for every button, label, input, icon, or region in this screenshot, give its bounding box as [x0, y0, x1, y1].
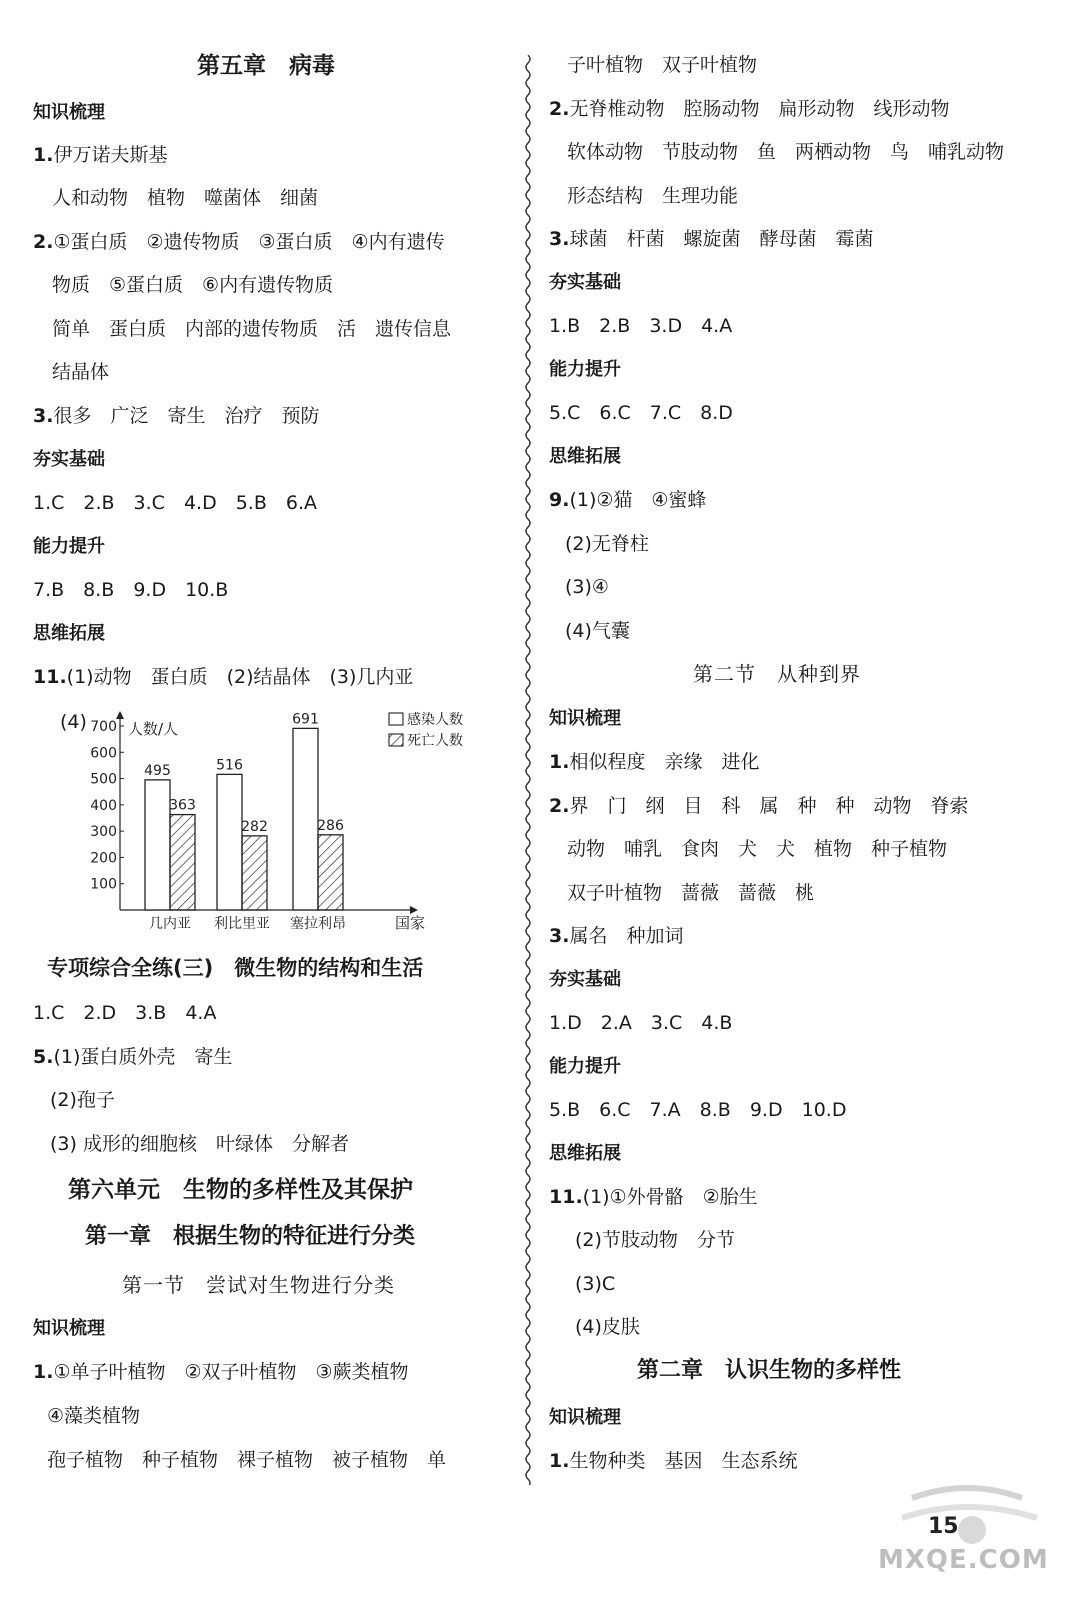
heading-basics: 夯实基础: [33, 449, 105, 470]
q1-text: 伊万诺夫斯基: [53, 144, 168, 166]
r-q3-text: 球菌 杆菌 螺旋菌 酵母菌 霉菌: [569, 228, 874, 250]
r-q2-line3: 形态结构 生理功能: [567, 185, 739, 207]
q3: [33, 404, 319, 428]
r-q2-num: 2.: [549, 98, 570, 120]
r-q9-num: 9.: [549, 489, 570, 511]
s1-q1-num: 1.: [33, 1361, 54, 1383]
r-heading-thinking: 思维拓展: [549, 446, 621, 467]
category-label: 塞拉利昂: [290, 916, 346, 932]
chart-legend: [389, 711, 463, 749]
s2-q2: [549, 794, 968, 818]
y-tick-label: 400: [90, 797, 117, 814]
s2-q3-text: 属名 种加词: [569, 925, 684, 947]
r-q11-line3: (3)C: [575, 1273, 616, 1295]
s1-q1-line3: 孢子植物 种子植物 裸子植物 被子植物 单: [47, 1449, 447, 1471]
r-q3-num: 3.: [549, 228, 570, 250]
q1-line2: 人和动物 植物 噬菌体 细菌: [52, 187, 319, 209]
s1-q1-text: ①单子叶植物 ②双子叶植物 ③蕨类植物: [53, 1361, 409, 1383]
q1-num: 1.: [33, 144, 54, 166]
r-heading-basics-2: 夯实基础: [549, 969, 621, 990]
q2-num: 2.: [33, 231, 54, 253]
r-q2-line2: 软体动物 节肢动物 鱼 两栖动物 鸟 哺乳动物: [567, 141, 1005, 163]
s2-q1-num: 1.: [549, 751, 570, 773]
s2-q1-text: 相似程度 亲缘 进化: [569, 751, 760, 773]
q11-text: (1)动物 蛋白质 (2)结晶体 (3)几内亚: [66, 666, 414, 688]
r-heading-thinking-2: 思维拓展: [549, 1143, 621, 1164]
r-q2-text: 无脊椎动物 腔肠动物 扁形动物 线形动物: [569, 98, 950, 120]
category-label: 几内亚: [149, 916, 191, 932]
chapter1-title: 第一章 根据生物的特征进行分类: [85, 1224, 416, 1249]
q3-num: 3.: [33, 405, 54, 427]
y-tick-label: 500: [90, 771, 117, 788]
r-q9-line3: (3)④: [565, 576, 609, 598]
s2-q1: [549, 750, 759, 774]
q2-line3: 简单 蛋白质 内部的遗传物质 活 遗传信息: [52, 318, 452, 340]
bar-infected: [145, 780, 170, 910]
section1-title: 第一节 尝试对生物进行分类: [122, 1273, 395, 1297]
r-answers-basics: 1.B 2.B 3.D 4.A: [549, 315, 733, 337]
special-q5-text: (1)蛋白质外壳 寄生: [53, 1046, 233, 1068]
bar-value-label: 363: [169, 797, 196, 814]
q1: [33, 143, 167, 167]
r-heading-ability: 能力提升: [549, 359, 621, 380]
q2-line4: 结晶体: [52, 361, 110, 383]
answers-basics: 1.C 2.B 3.C 4.D 5.B 6.A: [33, 492, 317, 514]
special-exercise-title: 专项综合全练(三) 微生物的结构和生活: [47, 956, 424, 980]
chapter5-title: 第五章 病毒: [197, 53, 335, 79]
bar-value-label: 286: [317, 817, 344, 834]
legend-label: 死亡人数: [407, 733, 463, 749]
continued-line: 子叶植物 双子叶植物: [567, 54, 758, 76]
heading-knowledge: 知识梳理: [33, 102, 105, 123]
bar-deaths: [242, 836, 267, 910]
r-q9: [549, 488, 706, 512]
heading-thinking: 思维拓展: [33, 623, 105, 644]
special-q5-num: 5.: [33, 1046, 54, 1068]
section2-title: 第二节 从种到界: [693, 662, 861, 686]
special-q5-line2: (2)孢子: [50, 1089, 115, 1111]
bar-infected: [217, 774, 242, 910]
bar-deaths: [318, 835, 343, 910]
special-answers-1: 1.C 2.D 3.B 4.A: [33, 1002, 217, 1024]
s1-q1-line2: ④藻类植物: [47, 1405, 141, 1427]
special-q5-line3: (3) 成形的细胞核 叶绿体 分解者: [50, 1133, 349, 1155]
y-tick-label: 700: [90, 719, 117, 735]
page-number: 15: [928, 1514, 959, 1539]
bar-deaths: [170, 815, 195, 910]
r-answers-ability-2: 5.B 6.C 7.A 8.B 9.D 10.D: [549, 1099, 847, 1121]
r-q9-line2: (2)无脊柱: [565, 533, 649, 555]
chapter2-title: 第二章 认识生物的多样性: [637, 1358, 902, 1383]
s2-q2-line2: 动物 哺乳 食肉 犬 犬 植物 种子植物: [567, 838, 948, 860]
r-answers-basics-2: 1.D 2.A 3.C 4.B: [549, 1012, 733, 1034]
s2-q2-num: 2.: [549, 795, 570, 817]
q11: [33, 665, 413, 689]
heading-knowledge-2: 知识梳理: [33, 1318, 105, 1339]
legend-swatch: [389, 734, 403, 746]
r-q11-num: 11.: [549, 1186, 583, 1208]
q11-num: 11.: [33, 666, 67, 688]
s2-q3: [549, 924, 683, 948]
r-q3: [549, 227, 873, 251]
r-q11-line2: (2)节肢动物 分节: [575, 1229, 735, 1251]
y-axis-arrow: [116, 711, 124, 719]
r-q2: [549, 97, 949, 121]
y-tick-label: 300: [90, 824, 117, 841]
s1-q1: [33, 1360, 409, 1384]
y-tick-label: 600: [90, 745, 117, 762]
bar-infected: [293, 728, 318, 910]
category-label: 利比里亚: [214, 916, 270, 932]
r-heading-knowledge-3: 知识梳理: [549, 1407, 621, 1428]
y-tick-label: 100: [90, 876, 117, 893]
s2-q2-text: 界 门 纲 目 科 属 种 种 动物 脊索: [569, 795, 969, 817]
bar-value-label: 495: [144, 762, 171, 779]
r-heading-basics: 夯实基础: [549, 272, 621, 293]
legend-swatch: [389, 713, 403, 725]
y-axis-label: 人数/人: [128, 720, 179, 738]
s2-q2-line3: 双子叶植物 蔷薇 蔷薇 桃: [567, 882, 815, 904]
q2-line2: 物质 ⑤蛋白质 ⑥内有遗传物质: [52, 274, 334, 296]
unit6-title: 第六单元 生物的多样性及其保护: [68, 1177, 413, 1203]
c2-q1-text: 生物种类 基因 生态系统: [569, 1450, 798, 1472]
q2: [33, 230, 445, 254]
r-q9-text: (1)②猫 ④蜜蜂: [569, 489, 707, 511]
r-heading-knowledge: 知识梳理: [549, 708, 621, 729]
x-axis-label: 国家: [395, 914, 426, 932]
r-heading-ability-2: 能力提升: [549, 1056, 621, 1077]
q11-part4-label: (4): [60, 711, 87, 733]
r-q11-text: (1)①外骨骼 ②胎生: [582, 1186, 758, 1208]
q3-text: 很多 广泛 寄生 治疗 预防: [53, 405, 320, 427]
ebola-bar-chart: [55, 705, 475, 935]
s2-q3-num: 3.: [549, 925, 570, 947]
c2-q1: [549, 1449, 797, 1473]
answers-ability: 7.B 8.B 9.D 10.B: [33, 579, 229, 601]
r-q11-line4: (4)皮肤: [575, 1316, 640, 1338]
legend-label: 感染人数: [407, 712, 463, 728]
r-answers-ability: 5.C 6.C 7.C 8.D: [549, 402, 733, 424]
bar-value-label: 691: [292, 711, 319, 728]
q2-text: ①蛋白质 ②遗传物质 ③蛋白质 ④内有遗传: [53, 231, 445, 253]
heading-ability: 能力提升: [33, 536, 105, 557]
watermark-site-text: MXQE.COM: [878, 1545, 1049, 1575]
r-q9-line4: (4)气囊: [565, 620, 630, 642]
bar-value-label: 516: [216, 757, 243, 774]
c2-q1-num: 1.: [549, 1450, 570, 1472]
y-tick-label: 200: [90, 850, 117, 867]
column-divider: [522, 55, 534, 1485]
x-axis-arrow: [410, 906, 418, 914]
bar-value-label: 282: [241, 818, 268, 835]
special-q5: [33, 1045, 232, 1069]
r-q11: [549, 1185, 758, 1209]
